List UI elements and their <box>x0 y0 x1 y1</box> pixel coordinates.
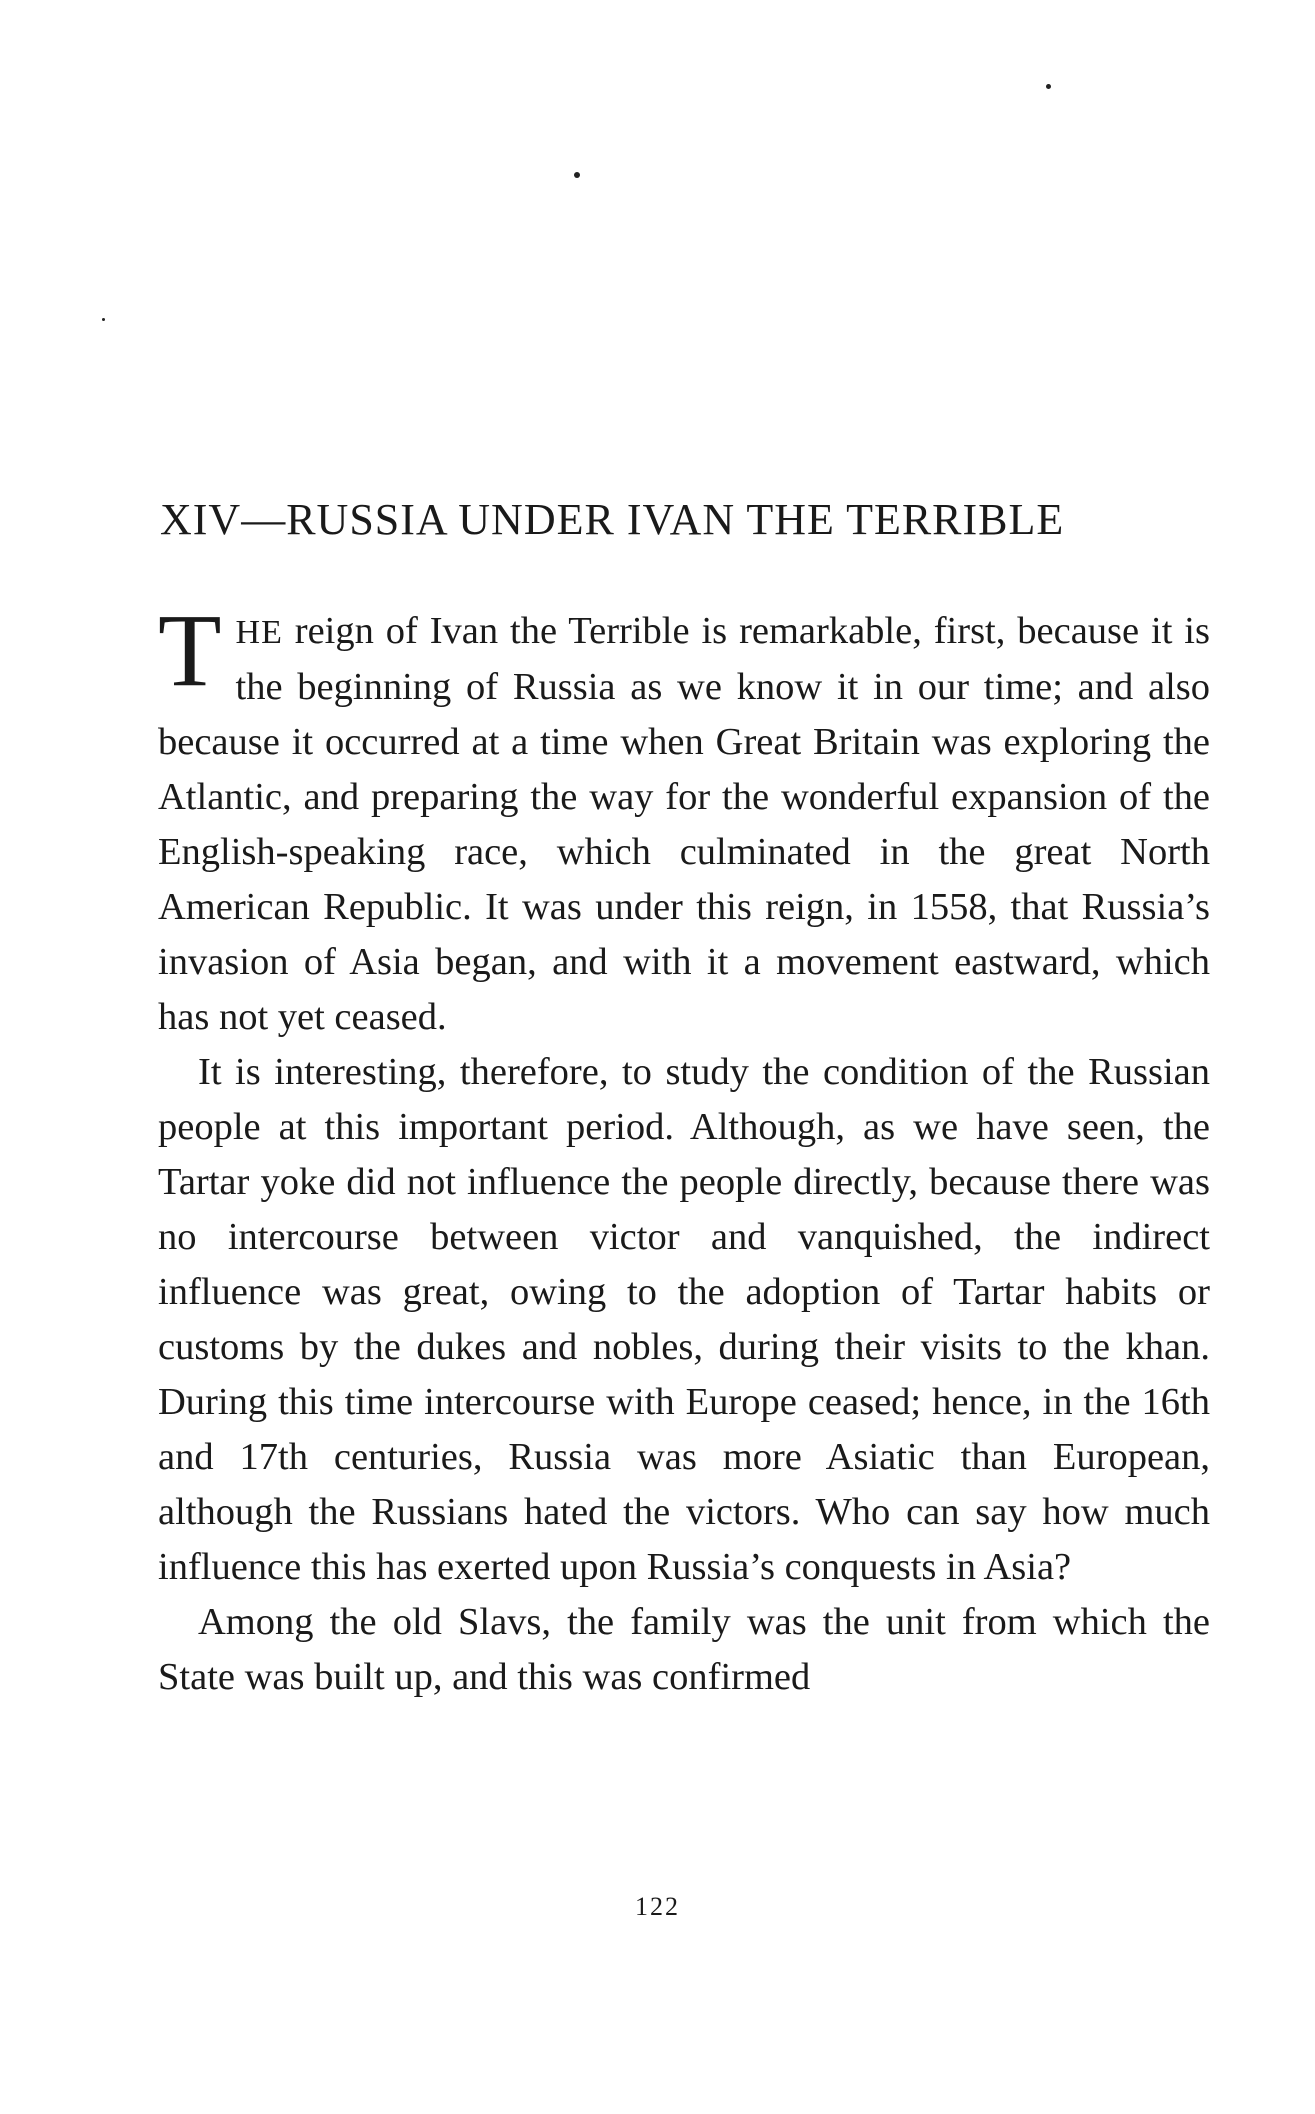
paragraph-lead: HE <box>235 614 283 651</box>
paragraph-1 <box>158 593 1210 1045</box>
print-speck <box>102 318 105 321</box>
paragraph-2: It is interesting, therefore, to study the condition of the Russian people at this important period. Although, as we have seen, the Tartar yoke did not influence the people directly, because there was no intercourse between victor and vanquished, the indirect influence was great, owing to the adoption of Tartar habits or customs by the dukes and nobles, during their visits to the khan. During this time intercourse with Europe ceased; hence, in the 16th and 17th centuries, Russia was more Asiatic than European, although the Russians hated the victors. Who can say how much influence this has exerted upon Russia’s conquests in Asia? <box>158 1051 1210 1588</box>
page-number: 122 <box>635 1892 680 1921</box>
body-text <box>158 593 1210 1705</box>
drop-cap: T <box>158 593 222 708</box>
print-speck <box>1046 84 1051 89</box>
paragraph-3: Among the old Slavs, the family was the unit from which the State was built up, and this was confirmed <box>158 1601 1210 1698</box>
paragraph-1-text: reign of Ivan the Terrible is remarkable, first, because it is the beginning of Russia as we know it in our time; and also because it occurred at a time when Great Britain was exploring the Atlantic, and preparing the way for the wonderful expansion of the English-speaking race, which culminated in the great North American Republic. It was under this reign, in 1558, that Russia’s invasion of Asia began, and with it a movement eastward, which has not yet ceased. <box>158 610 1210 1038</box>
chapter-title: XIV—RUSSIA UNDER IVAN THE TERRIBLE <box>160 495 1065 544</box>
print-speck <box>574 172 580 178</box>
